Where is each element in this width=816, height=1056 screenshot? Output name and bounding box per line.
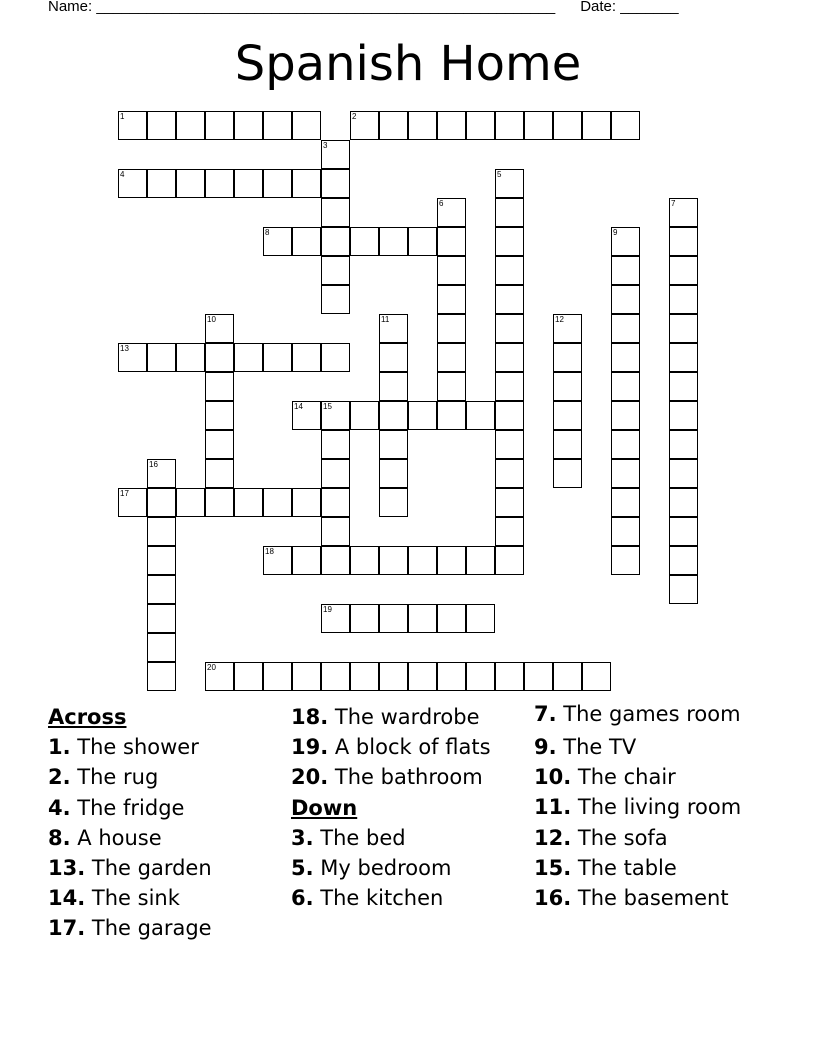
grid-cell[interactable] [437, 227, 466, 256]
grid-cell[interactable] [669, 546, 698, 575]
grid-cell[interactable] [379, 343, 408, 372]
grid-cell[interactable] [669, 488, 698, 517]
grid-cell[interactable] [611, 372, 640, 401]
grid-cell[interactable] [350, 227, 379, 256]
cell-number: 3 [323, 141, 328, 150]
cell-number: 10 [207, 315, 216, 324]
grid-cell[interactable] [669, 459, 698, 488]
grid-cell[interactable] [205, 459, 234, 488]
grid-cell[interactable] [379, 430, 408, 459]
grid-cell[interactable] [205, 111, 234, 140]
grid-cell[interactable] [611, 285, 640, 314]
grid-cell[interactable] [669, 372, 698, 401]
grid-cell[interactable] [437, 256, 466, 285]
grid-cell[interactable] [437, 604, 466, 633]
grid-cell[interactable] [611, 430, 640, 459]
grid-cell[interactable] [611, 256, 640, 285]
across-heading: Across [48, 705, 127, 729]
grid-cell[interactable] [437, 198, 466, 227]
grid-cell[interactable] [350, 111, 379, 140]
grid-cell[interactable] [292, 546, 321, 575]
cell-number: 15 [323, 402, 332, 411]
grid-cell[interactable] [321, 198, 350, 227]
grid-cell[interactable] [553, 372, 582, 401]
grid-cell[interactable] [147, 111, 176, 140]
grid-cell[interactable] [437, 546, 466, 575]
down-clue: 7. The games room [534, 702, 741, 726]
grid-cell[interactable] [321, 604, 350, 633]
grid-cell[interactable] [437, 285, 466, 314]
grid-cell[interactable] [495, 343, 524, 372]
grid-cell[interactable] [263, 546, 292, 575]
grid-cell[interactable] [495, 662, 524, 691]
grid-cell[interactable] [495, 169, 524, 198]
grid-cell[interactable] [437, 662, 466, 691]
clue-column-2 [291, 702, 526, 913]
grid-cell[interactable] [205, 662, 234, 691]
grid-cell[interactable] [437, 343, 466, 372]
grid-cell[interactable] [379, 111, 408, 140]
grid-cell[interactable] [147, 604, 176, 633]
grid-cell[interactable] [321, 285, 350, 314]
clue-column-3 [534, 702, 774, 913]
cell-number: 5 [497, 170, 502, 179]
grid-cell[interactable] [379, 546, 408, 575]
grid-cell[interactable] [495, 517, 524, 546]
grid-cell[interactable] [408, 546, 437, 575]
grid-cell[interactable] [321, 459, 350, 488]
grid-cell[interactable] [205, 488, 234, 517]
grid-cell[interactable] [669, 343, 698, 372]
grid-cell[interactable] [263, 169, 292, 198]
cell-number: 4 [120, 170, 125, 179]
cell-number: 17 [120, 489, 129, 498]
grid-cell[interactable] [553, 111, 582, 140]
grid-cell[interactable] [582, 111, 611, 140]
grid-cell[interactable] [234, 488, 263, 517]
grid-cell[interactable] [147, 662, 176, 691]
grid-cell[interactable] [176, 111, 205, 140]
grid-cell[interactable] [582, 662, 611, 691]
down-clue: 12. The sofa [534, 825, 668, 850]
down-clue: 9. The TV [534, 735, 637, 759]
across-clue: 1. The shower [48, 735, 199, 760]
across-clue: 13. The garden [48, 856, 212, 881]
date-label: Date: [580, 0, 621, 15]
grid-cell[interactable] [321, 546, 350, 575]
grid-cell[interactable] [292, 401, 321, 430]
across-clue: 19. A block of flats [291, 735, 491, 760]
grid-cell[interactable] [611, 401, 640, 430]
grid-cell[interactable] [611, 488, 640, 517]
grid-cell[interactable] [553, 314, 582, 343]
grid-cell[interactable] [408, 111, 437, 140]
grid-cell[interactable] [321, 662, 350, 691]
grid-cell[interactable] [495, 111, 524, 140]
grid-cell[interactable] [669, 227, 698, 256]
grid-cell[interactable] [147, 343, 176, 372]
grid-cell[interactable] [495, 314, 524, 343]
grid-cell[interactable] [147, 633, 176, 662]
grid-cell[interactable] [321, 169, 350, 198]
across-clue: 4. The fridge [48, 795, 185, 820]
cell-number: 19 [323, 605, 332, 614]
grid-cell[interactable] [669, 314, 698, 343]
grid-cell[interactable] [466, 111, 495, 140]
down-heading: Down [291, 795, 358, 820]
cell-number: 18 [265, 547, 274, 556]
grid-cell[interactable] [350, 401, 379, 430]
grid-cell[interactable] [669, 430, 698, 459]
grid-cell[interactable] [147, 488, 176, 517]
grid-cell[interactable] [292, 227, 321, 256]
cell-number: 11 [381, 315, 390, 324]
grid-cell[interactable] [495, 430, 524, 459]
grid-cell[interactable] [321, 488, 350, 517]
grid-cell[interactable] [147, 169, 176, 198]
grid-cell[interactable] [292, 111, 321, 140]
grid-cell[interactable] [611, 314, 640, 343]
cell-number: 9 [613, 228, 618, 237]
grid-cell[interactable] [321, 517, 350, 546]
grid-cell[interactable] [263, 227, 292, 256]
grid-cell[interactable] [495, 198, 524, 227]
grid-cell[interactable] [524, 111, 553, 140]
grid-cell[interactable] [379, 227, 408, 256]
grid-cell[interactable] [611, 227, 640, 256]
grid-cell[interactable] [466, 546, 495, 575]
down-clue: 11. The living room [534, 795, 742, 820]
grid-cell[interactable] [321, 256, 350, 285]
grid-cell[interactable] [611, 459, 640, 488]
grid-cell[interactable] [669, 401, 698, 430]
grid-cell[interactable] [263, 111, 292, 140]
grid-cell[interactable] [553, 343, 582, 372]
grid-cell[interactable] [379, 662, 408, 691]
grid-cell[interactable] [495, 401, 524, 430]
page-title: Spanish Home [234, 36, 582, 92]
name-blank[interactable]: _______________________________________________________ [96, 0, 556, 15]
grid-cell[interactable] [205, 430, 234, 459]
grid-cell[interactable] [524, 662, 553, 691]
grid-cell[interactable] [553, 459, 582, 488]
across-clue: 8. A house [48, 825, 162, 850]
clue-column-1 [48, 702, 283, 944]
grid-cell[interactable] [147, 459, 176, 488]
grid-cell[interactable] [147, 517, 176, 546]
grid-cell[interactable] [321, 140, 350, 169]
grid-cell[interactable] [263, 488, 292, 517]
grid-cell[interactable] [176, 169, 205, 198]
grid-cell[interactable] [234, 111, 263, 140]
grid-cell[interactable] [408, 227, 437, 256]
grid-cell[interactable] [611, 111, 640, 140]
grid-cell[interactable] [321, 430, 350, 459]
grid-cell[interactable] [495, 459, 524, 488]
grid-cell[interactable] [379, 401, 408, 430]
grid-cell[interactable] [379, 372, 408, 401]
grid-cell[interactable] [495, 227, 524, 256]
grid-cell[interactable] [118, 488, 147, 517]
grid-cell[interactable] [263, 662, 292, 691]
down-clue: 10. The chair [534, 765, 676, 790]
grid-cell[interactable] [611, 517, 640, 546]
grid-cell[interactable] [176, 488, 205, 517]
grid-cell[interactable] [495, 546, 524, 575]
grid-cell[interactable] [147, 575, 176, 604]
down-clue: 15. The table [534, 855, 677, 880]
grid-cell[interactable] [466, 662, 495, 691]
grid-cell[interactable] [553, 401, 582, 430]
grid-cell[interactable] [234, 343, 263, 372]
grid-cell[interactable] [466, 401, 495, 430]
grid-cell[interactable] [321, 227, 350, 256]
grid-cell[interactable] [292, 343, 321, 372]
cell-number: 1 [120, 112, 125, 121]
across-clue: 17. The garage [48, 916, 212, 941]
cell-number: 12 [555, 315, 564, 324]
date-blank[interactable]: _______ [620, 0, 679, 15]
grid-cell[interactable] [437, 372, 466, 401]
grid-cell[interactable] [118, 169, 147, 198]
grid-cell[interactable] [437, 111, 466, 140]
grid-cell[interactable] [495, 488, 524, 517]
grid-cell[interactable] [292, 488, 321, 517]
down-clue: 6. The kitchen [291, 886, 444, 911]
grid-cell[interactable] [495, 256, 524, 285]
grid-cell[interactable] [205, 401, 234, 430]
grid-cell[interactable] [205, 343, 234, 372]
grid-cell[interactable] [408, 604, 437, 633]
grid-cell[interactable] [379, 488, 408, 517]
grid-cell[interactable] [379, 314, 408, 343]
grid-cell[interactable] [495, 372, 524, 401]
cell-number: 6 [439, 199, 444, 208]
cell-number: 2 [352, 112, 357, 121]
grid-cell[interactable] [437, 401, 466, 430]
down-clue: 16. The basement [534, 886, 729, 911]
grid-cell[interactable] [437, 314, 466, 343]
cell-number: 20 [207, 663, 216, 672]
cell-number: 8 [265, 228, 270, 237]
grid-cell[interactable] [118, 343, 147, 372]
grid-cell[interactable] [553, 430, 582, 459]
cell-number: 7 [671, 199, 676, 208]
grid-cell[interactable] [669, 285, 698, 314]
grid-cell[interactable] [234, 169, 263, 198]
grid-cell[interactable] [408, 662, 437, 691]
across-clue: 2. The rug [48, 765, 159, 790]
grid-cell[interactable] [350, 604, 379, 633]
grid-cell[interactable] [408, 401, 437, 430]
grid-cell[interactable] [611, 343, 640, 372]
cell-number: 16 [149, 460, 158, 469]
grid-cell[interactable] [350, 546, 379, 575]
grid-cell[interactable] [553, 662, 582, 691]
cell-number: 14 [294, 402, 303, 411]
grid-cell[interactable] [176, 343, 205, 372]
grid-cell[interactable] [611, 546, 640, 575]
grid-cell[interactable] [466, 604, 495, 633]
grid-cell[interactable] [495, 285, 524, 314]
cell-number: 13 [120, 344, 129, 353]
grid-cell[interactable] [292, 662, 321, 691]
across-clue: 18. The wardrobe [291, 705, 480, 729]
grid-cell[interactable] [350, 662, 379, 691]
grid-cell[interactable] [205, 169, 234, 198]
grid-cell[interactable] [669, 575, 698, 604]
grid-cell[interactable] [234, 662, 263, 691]
down-clue: 3. The bed [291, 825, 406, 850]
grid-cell[interactable] [669, 256, 698, 285]
grid-cell[interactable] [379, 604, 408, 633]
grid-cell[interactable] [205, 314, 234, 343]
grid-cell[interactable] [669, 517, 698, 546]
grid-cell[interactable] [669, 198, 698, 227]
name-label: Name: [48, 0, 97, 15]
grid-cell[interactable] [321, 401, 350, 430]
grid-cell[interactable] [379, 459, 408, 488]
down-clue: 5. My bedroom [291, 856, 452, 881]
grid-cell[interactable] [118, 111, 147, 140]
across-clue: 14. The sink [48, 886, 180, 911]
grid-cell[interactable] [321, 343, 350, 372]
grid-cell[interactable] [263, 343, 292, 372]
grid-cell[interactable] [147, 546, 176, 575]
grid-cell[interactable] [205, 372, 234, 401]
grid-cell[interactable] [292, 169, 321, 198]
across-clue: 20. The bathroom [291, 765, 483, 790]
